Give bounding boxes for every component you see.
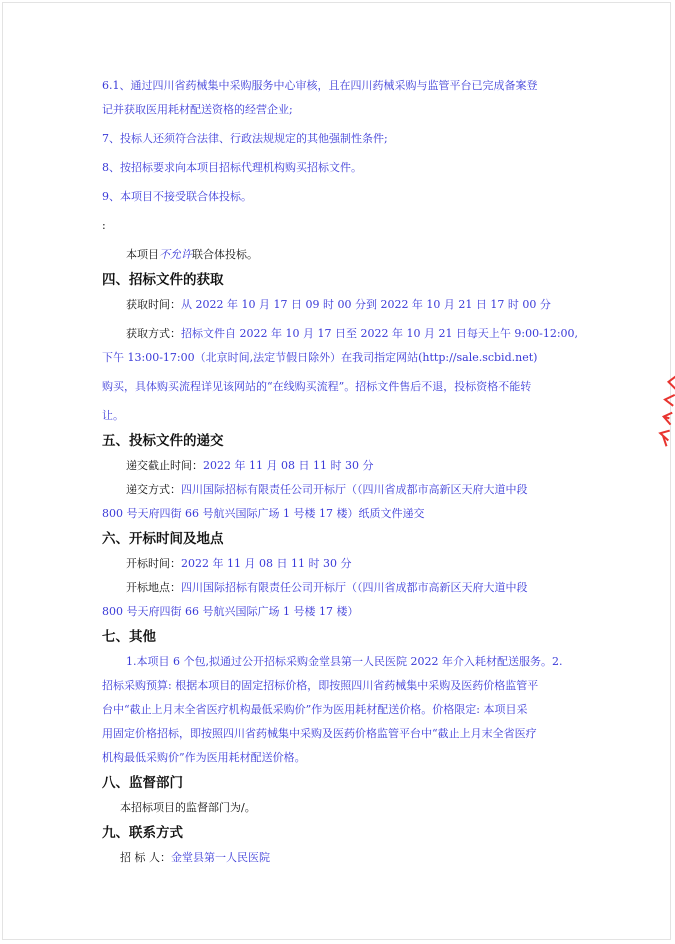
- section-9-contact: [102, 820, 582, 870]
- tenderer-label: 招 标 人：: [120, 851, 171, 864]
- item-6-1-line-2: 记并获取医用耗材配送资格的经营企业;: [102, 103, 293, 116]
- tenderer: [102, 846, 582, 870]
- section-7-title: 七、其他: [102, 629, 156, 645]
- joint-bid-suffix: 联合体投标。: [192, 248, 258, 261]
- item-9: 9、本项目不接受联合体投标。: [102, 190, 252, 203]
- submit-deadline-value: 2022 年 11 月 08 日 11 时 30 分: [203, 459, 374, 472]
- submit-deadline: [102, 454, 582, 478]
- opening-place-line-2: 800 号天府四街 66 号航兴国际广场 1 号楼 17 楼）: [102, 605, 359, 618]
- obtain-time-value: 从 2022 年 10 月 17 日 09 时 00 分到 2022 年 10 月 21 日 17 时 00 分: [181, 298, 551, 311]
- opening-place-line-1: [102, 576, 582, 600]
- other-line-1: 1.本项目 6 个包,拟通过公开招标采购金堂县第一人民医院 2022 年介入耗材配送服务。2.: [126, 655, 563, 668]
- joint-bid-value: 不允许: [159, 248, 192, 261]
- obtain-method-label: 获取方式：: [126, 327, 181, 340]
- section-5-title: 五、投标文件的递交: [102, 433, 224, 449]
- submit-method-line-1: [102, 478, 582, 502]
- opening-place-label: 开标地点：: [126, 581, 181, 594]
- qualification-list: [102, 74, 582, 267]
- item-8: 8、按招标要求向本项目招标代理机构购买招标文件。: [102, 161, 362, 174]
- opening-time-value: 2022 年 11 月 08 日 11 时 30 分: [181, 557, 352, 570]
- other-line-4: 用固定价格招标，即按照四川省药械集中采购及医药价格监管平台中“截止上月末全省医疗: [102, 727, 537, 740]
- section-8-title: 八、监督部门: [102, 775, 183, 791]
- colon-line: :: [102, 219, 106, 232]
- section-8-supervision: [102, 770, 582, 820]
- section-4-title: 四、招标文件的获取: [102, 272, 224, 288]
- section-7-other: [102, 624, 582, 770]
- section-4-obtain-documents: [102, 267, 582, 428]
- obtain-method-line-1: [102, 322, 582, 346]
- submit-method-line-2: 800 号天府四街 66 号航兴国际广场 1 号楼 17 楼）纸质文件递交: [102, 507, 425, 520]
- item-7: 7、投标人还须符合法律、行政法规规定的其他强制性条件;: [102, 132, 388, 145]
- section-5-submission: [102, 428, 582, 526]
- other-line-2: 招标采购预算: 根据本项目的固定招标价格，即按照四川省药械集中采购及医药价格监管平: [102, 679, 539, 692]
- obtain-method-line-3: 购买，具体购买流程详见该网站的“在线购买流程”。招标文件售后不退，投标资格不能转: [102, 380, 532, 393]
- document-body: [102, 74, 582, 870]
- tenderer-value: 金堂县第一人民医院: [171, 851, 270, 864]
- obtain-time-label: 获取时间：: [126, 298, 181, 311]
- submit-method-text-1: 四川国际招标有限责任公司开标厅（（四川省成都市高新区天府大道中段: [181, 483, 528, 496]
- item-6-1-line-1: 6.1、通过四川省药械集中采购服务中心审核，且在四川药械采购与监管平台已完成备案登: [102, 79, 538, 92]
- obtain-method-line-4: 让。: [102, 409, 124, 422]
- other-line-5: 机构最低采购价”作为医用耗材配送价格。: [102, 751, 306, 764]
- section-6-title: 六、开标时间及地点: [102, 531, 224, 547]
- obtain-time: [102, 293, 582, 317]
- obtain-method-text-1: 招标文件自 2022 年 10 月 17 日至 2022 年 10 月 21 日每天上午 9:00-12:00,: [181, 327, 579, 340]
- opening-place-text-1: 四川国际招标有限责任公司开标厅（（四川省成都市高新区天府大道中段: [181, 581, 528, 594]
- joint-bid-statement: [102, 243, 582, 267]
- other-line-3: 台中“截止上月末全省医疗机构最低采购价”作为医用耗材配送价格。价格限定: 本项目采: [102, 703, 528, 716]
- opening-time-label: 开标时间：: [126, 557, 181, 570]
- opening-time: [102, 552, 582, 576]
- submit-deadline-label: 递交截止时间：: [126, 459, 203, 472]
- section-6-opening: [102, 526, 582, 624]
- obtain-method-line-2: 下午 13:00-17:00（北京时间,法定节假日除外）在我司指定网站(http://sale.scbid.net): [102, 351, 538, 364]
- submit-method-label: 递交方式：: [126, 483, 181, 496]
- joint-bid-prefix: 本项目: [126, 248, 159, 261]
- section-9-title: 九、联系方式: [102, 825, 183, 841]
- supervision-text: 本招标项目的监督部门为/。: [120, 801, 256, 814]
